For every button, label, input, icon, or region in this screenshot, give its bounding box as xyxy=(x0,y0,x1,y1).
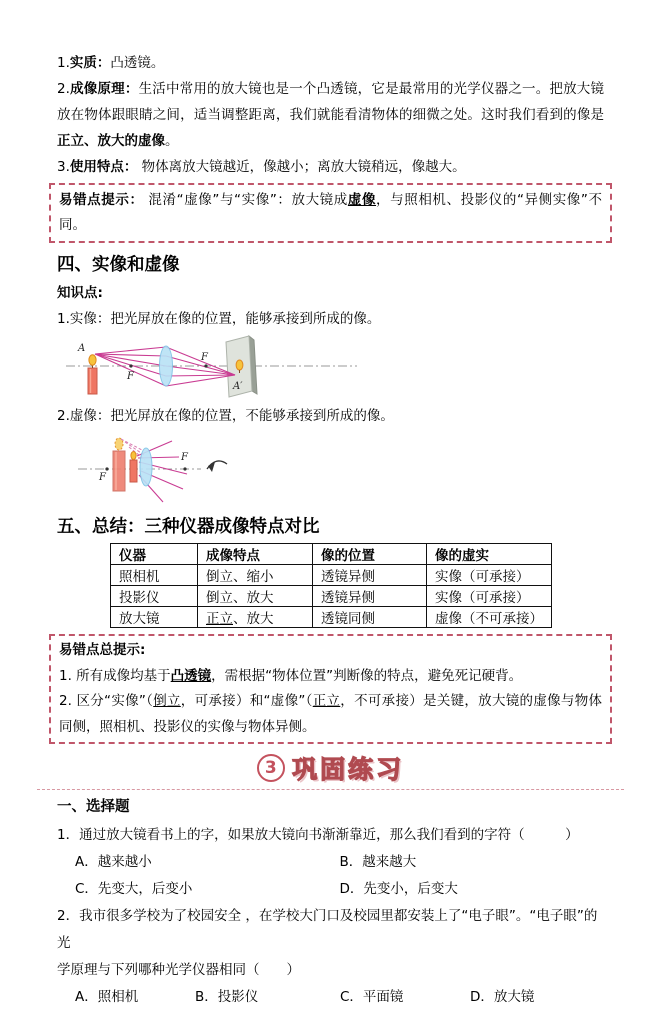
cell: 虚像（不可承接） xyxy=(427,607,552,628)
intro-item-3 xyxy=(57,154,604,180)
question-1-options-row-2 xyxy=(57,876,604,903)
option-d: D．先变小，后变大 xyxy=(339,881,458,897)
table-row xyxy=(111,607,552,628)
cell-underlined-part: 正立 xyxy=(206,611,233,627)
virtual-image-line: 2.虚像：把光屏放在像的位置，不能够承接到所成的像。 xyxy=(57,408,394,424)
header-instrument: 仪器 xyxy=(111,544,198,565)
candle-object xyxy=(130,452,137,483)
option-a: A．越来越小 xyxy=(75,854,152,870)
question-2-options-row xyxy=(57,984,604,1011)
cell: 倒立、缩小 xyxy=(198,565,313,586)
cell xyxy=(198,607,313,628)
virtual-candle-image xyxy=(113,438,125,491)
label-A-prime: A′ xyxy=(233,381,243,392)
header-type: 像的虚实 xyxy=(427,544,552,565)
cell: 透镜同侧 xyxy=(313,607,427,628)
summary-point-1 xyxy=(59,664,602,690)
dashed-separator xyxy=(37,789,624,790)
item2-number: 2. xyxy=(57,81,70,97)
item1-text: 凸透镜。 xyxy=(110,55,165,71)
item3-label: 使用特点： xyxy=(69,159,138,175)
question-2 xyxy=(57,903,604,984)
p1-bold: 凸透镜 xyxy=(170,667,212,684)
cell: 投影仪 xyxy=(111,586,198,607)
focal-point-left xyxy=(105,467,108,470)
knowledge-label: 知识点: xyxy=(57,285,103,301)
virtual-image-diagram xyxy=(75,429,265,505)
summary-label: 易错点总提示: xyxy=(59,642,146,658)
p2-post: ，不可承接）是关键，放大镜的虚像与物体同侧，照相机、投影仪的实像与物体异侧。 xyxy=(59,693,602,735)
focal-point-right xyxy=(204,364,207,367)
option-b: B．投影仪 xyxy=(195,989,259,1005)
summary-point-2 xyxy=(59,689,602,740)
intro-item-2 xyxy=(57,76,604,154)
item3-text: 物体离放大镜越近，像越小；离放大镜稍远，像越大。 xyxy=(137,159,466,175)
cell: 实像（可承接） xyxy=(427,586,552,607)
label-F-left: F xyxy=(99,472,106,483)
focal-point-left xyxy=(129,364,132,367)
option-c: C．先变大，后变小 xyxy=(75,881,193,897)
section5-heading: 五、总结：三种仪器成像特点对比 xyxy=(57,517,320,537)
intro-item-1 xyxy=(57,50,604,76)
option-b: B．越来越大 xyxy=(339,854,417,870)
tip-bold: 虚像 xyxy=(347,192,377,208)
cell: 放大镜 xyxy=(111,607,198,628)
real-image-diagram xyxy=(61,333,361,403)
label-F-left: F xyxy=(127,371,134,382)
label-A: A xyxy=(78,343,86,354)
tip-pre: 混淆“虚像”与“实像”：放大镜成 xyxy=(143,192,348,208)
p1-pre: 1. 所有成像均基于 xyxy=(59,667,171,684)
p2-underline-2: 正立 xyxy=(312,693,341,709)
p2-mid: ，可承接）和“虚像”（ xyxy=(180,693,313,709)
mistake-tip-box xyxy=(49,183,612,243)
item2-text: 生活中常用的放大镜也是一个凸透镜，它是最常用的光学仪器之一。把放大镜放在物体跟眼睛之间，适当调整距离，我们就能看清物体的细微之处。这时我们看到的像是 xyxy=(57,81,605,123)
item2-bold-text: 正立、放大的虚像 xyxy=(57,133,165,149)
convex-lens xyxy=(160,346,173,386)
item1-label: 实质： xyxy=(69,55,111,71)
item3-number: 3. xyxy=(57,159,70,175)
item1-number: 1. xyxy=(57,55,70,71)
summary-tip-box xyxy=(49,634,612,744)
table-row xyxy=(111,586,552,607)
tip-label: 易错点提示： xyxy=(59,192,144,208)
practice-section-badge xyxy=(57,750,604,784)
table-header-row xyxy=(111,544,552,565)
label-F-right: F xyxy=(181,452,188,463)
question-2-line-2: 学原理与下列哪种光学仪器相同（ ） xyxy=(57,962,300,978)
option-a: A．照相机 xyxy=(75,989,139,1005)
cell: 倒立、放大 xyxy=(198,586,313,607)
cell-rest: 、放大 xyxy=(233,611,274,627)
badge-label: 巩固练习 xyxy=(292,755,405,784)
label-F-right: F xyxy=(201,352,208,363)
header-position: 像的位置 xyxy=(313,544,427,565)
real-image-line: 1.实像：把光屏放在像的位置，能够承接到所成的像。 xyxy=(57,311,381,327)
item2-end: 。 xyxy=(165,133,179,149)
option-c: C．平面镜 xyxy=(340,989,404,1005)
convex-lens xyxy=(140,448,152,486)
question-2-line-1: 2．我市很多学校为了校园安全 ，在学校大门口及校园里都安装上了“电子眼”。“电子眼”的光 xyxy=(57,908,598,951)
p2-underline-1: 倒立 xyxy=(153,693,181,709)
p2-pre: 2. 区分“实像”（ xyxy=(59,693,154,709)
candle-object xyxy=(88,355,97,394)
cell: 透镜异侧 xyxy=(313,586,427,607)
comparison-table xyxy=(110,543,552,628)
item2-label: 成像原理： xyxy=(69,81,139,97)
p1-post: ，需根据“物体位置”判断像的特点，避免死记硬背。 xyxy=(211,667,523,684)
summary-label-line xyxy=(59,638,602,664)
mistake-tip-line xyxy=(59,188,602,238)
section4-heading: 四、实像和虚像 xyxy=(57,255,180,275)
cell: 透镜异侧 xyxy=(313,565,427,586)
question-1: 1．通过放大镜看书上的字，如果放大镜向书渐渐靠近，那么我们看到的字符（ ） xyxy=(57,827,579,843)
exercise-heading: 一、选择题 xyxy=(57,799,130,815)
question-1-options-row-1 xyxy=(57,849,604,876)
table-row xyxy=(111,565,552,586)
tip-post: ，与照相机、投影仪的“异侧实像”不同。 xyxy=(59,192,602,233)
cell: 照相机 xyxy=(111,565,198,586)
cell: 实像（可承接） xyxy=(427,565,552,586)
option-d: D．放大镜 xyxy=(470,989,535,1005)
header-feature: 成像特点 xyxy=(198,544,313,565)
eye-icon xyxy=(207,461,227,472)
badge-number-circle: 3 xyxy=(257,754,285,782)
focal-point-right xyxy=(183,467,186,470)
